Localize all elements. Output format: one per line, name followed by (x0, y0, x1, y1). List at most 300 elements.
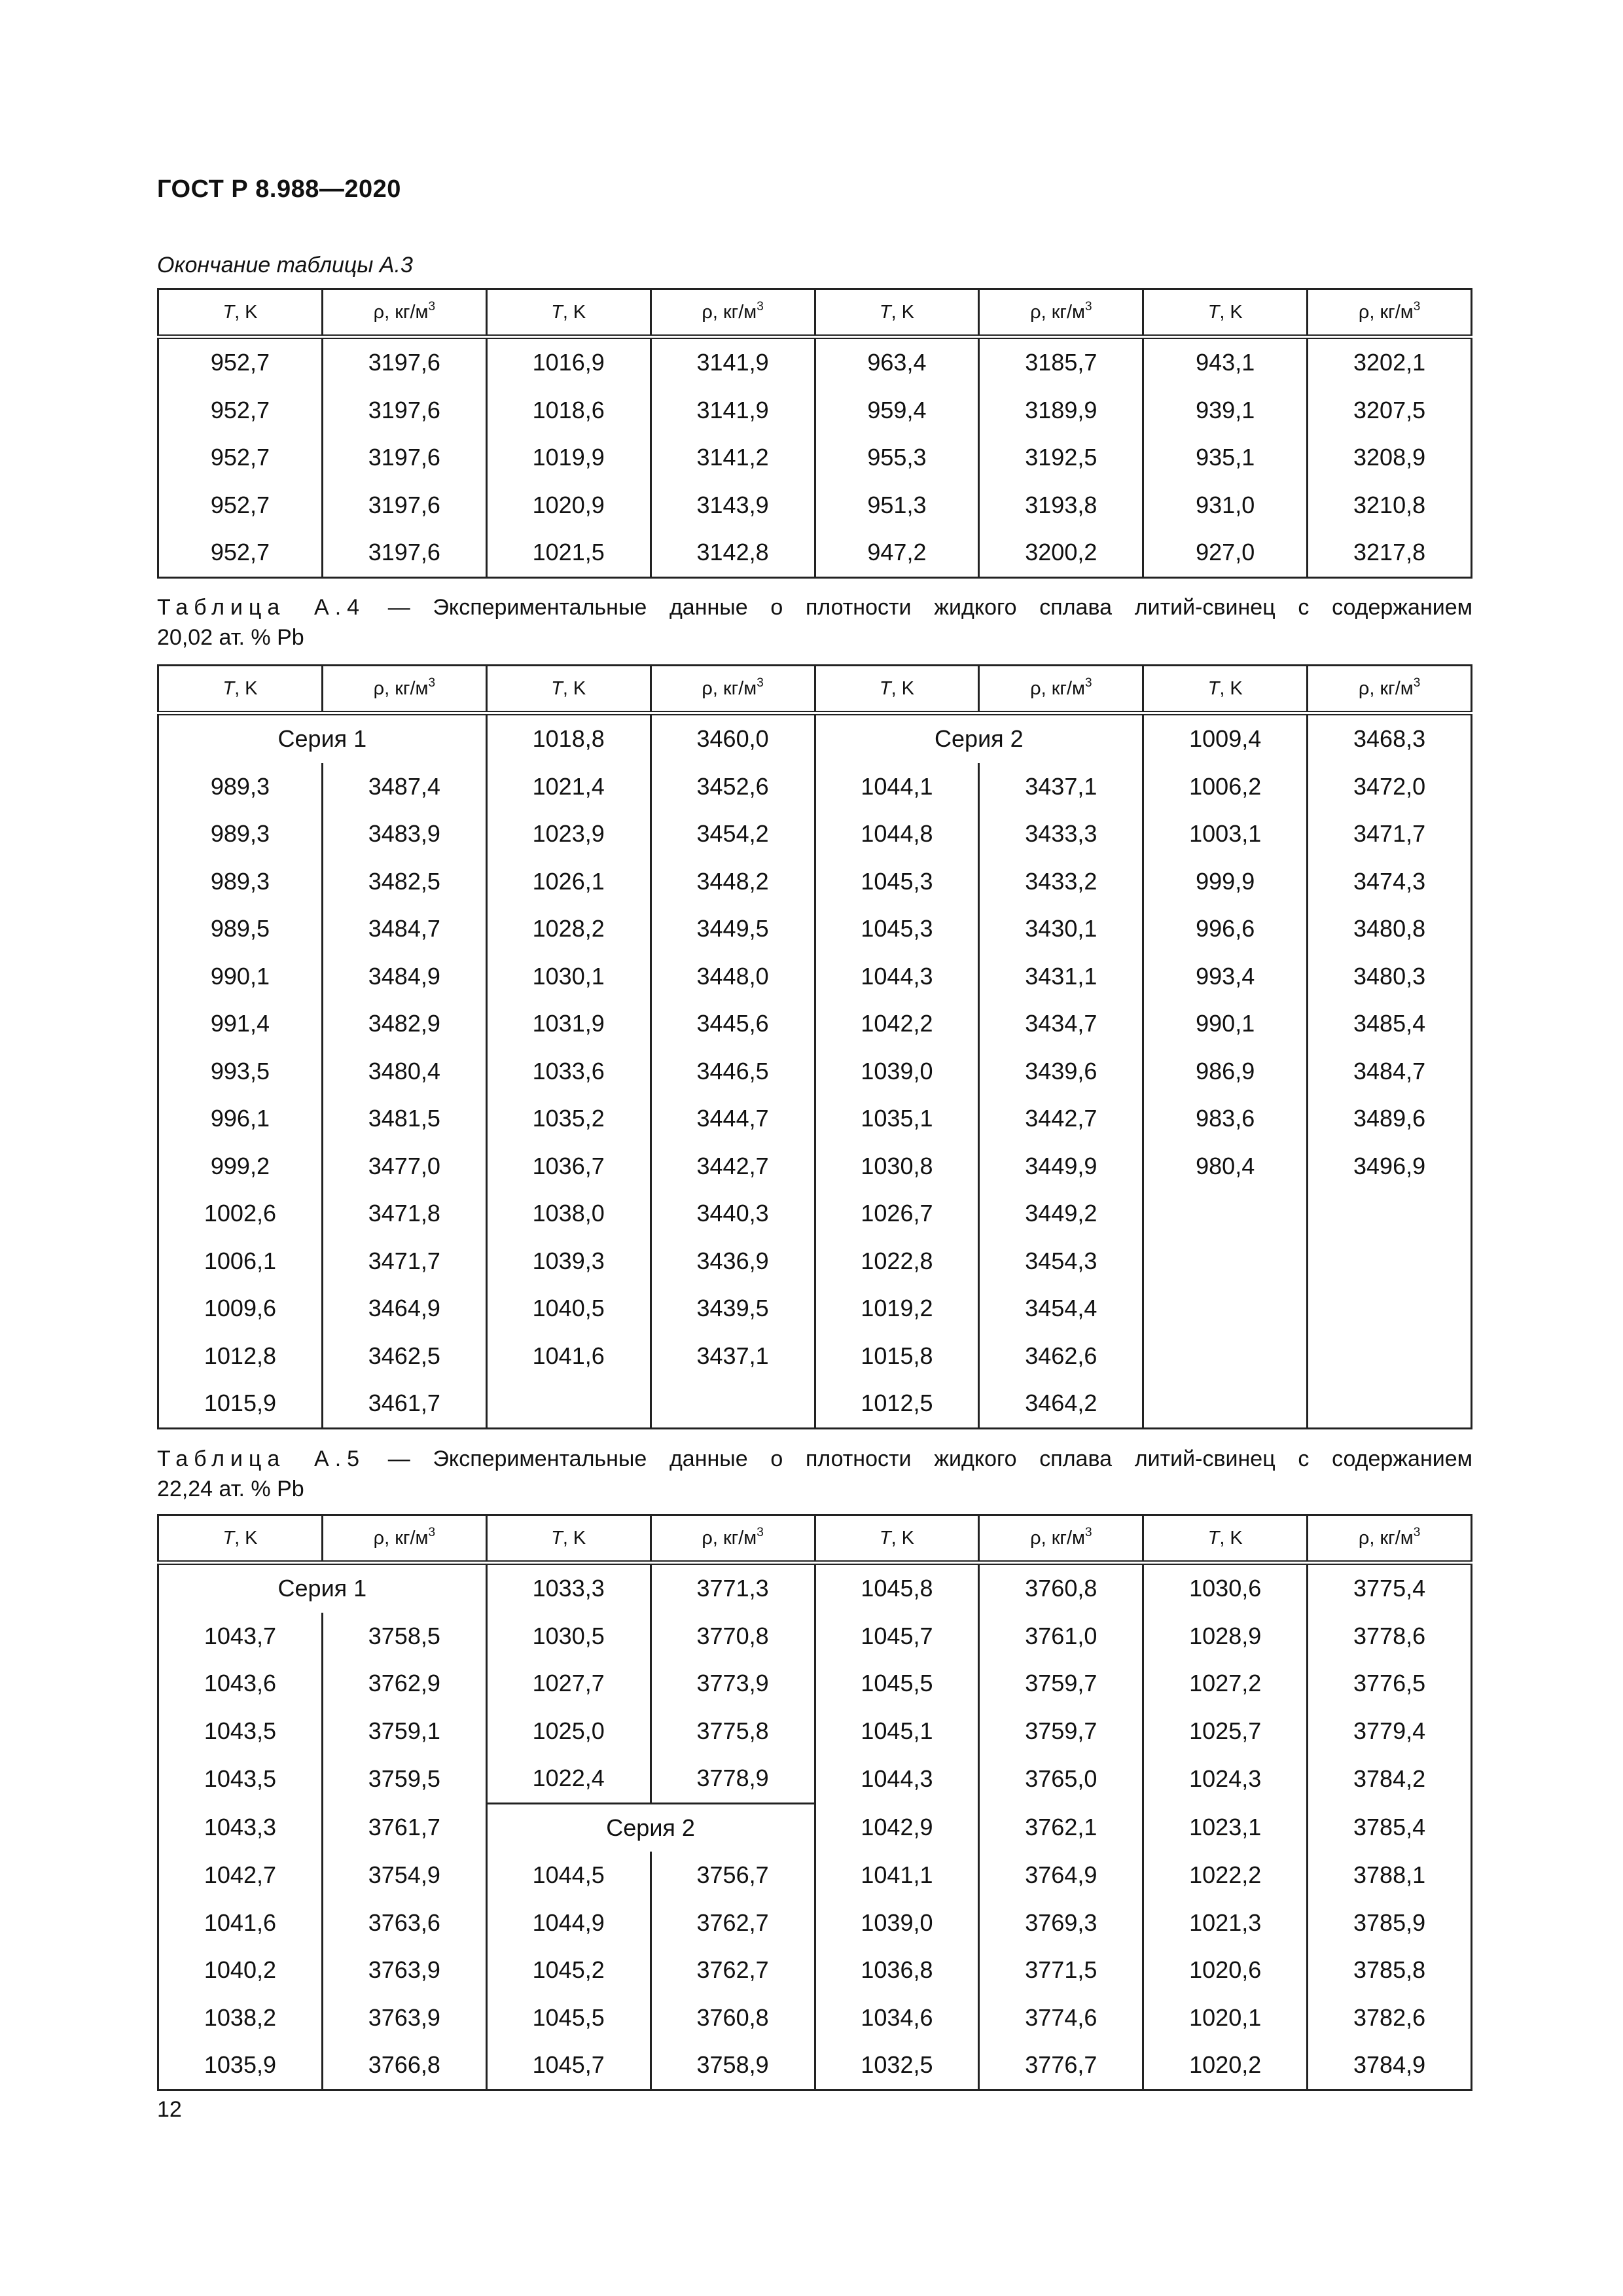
table-cell: 1035,2 (486, 1095, 651, 1143)
table-cell: 1024,3 (1143, 1755, 1308, 1803)
table-cell: 3773,9 (651, 1660, 815, 1708)
table-cell: 989,5 (158, 905, 323, 953)
table-cell: 3472,0 (1308, 763, 1472, 811)
table-cell: 3480,8 (1308, 905, 1472, 953)
table-cell (486, 1380, 651, 1428)
table-cell: 3759,5 (322, 1755, 486, 1803)
table-cell: 3484,7 (1308, 1048, 1472, 1096)
table-cell: 1038,2 (158, 1994, 323, 2042)
table-cell: 1021,5 (486, 529, 651, 577)
table-cell: 955,3 (815, 434, 979, 482)
table-cell: 1006,2 (1143, 763, 1308, 811)
table-cell: 986,9 (1143, 1048, 1308, 1096)
table-row (158, 1238, 1472, 1285)
table-cell: 3762,7 (651, 1899, 815, 1947)
table-cell: 3434,7 (979, 1000, 1143, 1048)
table-cell: 3759,1 (322, 1708, 486, 1755)
table-cell: 3454,2 (651, 810, 815, 858)
table-cell: 3436,9 (651, 1238, 815, 1285)
table-cell: 952,7 (158, 434, 323, 482)
table-cell: 1036,8 (815, 1946, 979, 1994)
table-row (158, 1946, 1472, 1994)
table-cell (1308, 1333, 1472, 1380)
table-cell: 3185,7 (979, 337, 1143, 387)
table-cell (1143, 1285, 1308, 1333)
table-cell: 1034,6 (815, 1994, 979, 2042)
table-cell: 3437,1 (979, 763, 1143, 811)
col-header-temperature: T, K (1143, 289, 1308, 337)
table-row (158, 1708, 1472, 1755)
table-cell: 3202,1 (1308, 337, 1472, 387)
table-cell: 1042,9 (815, 1803, 979, 1852)
table-cell: 3464,9 (322, 1285, 486, 1333)
table-cell: 3771,5 (979, 1946, 1143, 1994)
table-cell: 3761,0 (979, 1613, 1143, 1660)
table-cell: 3779,4 (1308, 1708, 1472, 1755)
table-cell: 1033,3 (486, 1563, 651, 1613)
table-cell: 3766,8 (322, 2041, 486, 2090)
table-cell: 3464,2 (979, 1380, 1143, 1428)
table-cell: 3784,9 (1308, 2041, 1472, 2090)
table-cell: 3775,4 (1308, 1563, 1472, 1613)
series-label: Серия 2 (486, 1803, 815, 1852)
table-cell: 1020,1 (1143, 1994, 1308, 2042)
table-cell: 1044,8 (815, 810, 979, 858)
table-cell: 943,1 (1143, 337, 1308, 387)
table-cell: 3462,5 (322, 1333, 486, 1380)
table-row (158, 763, 1472, 811)
table-row (158, 1190, 1472, 1238)
table-cell: 1045,7 (815, 1613, 979, 1660)
table-cell: 1043,5 (158, 1708, 323, 1755)
table-cell: 3462,6 (979, 1333, 1143, 1380)
table-cell: 3778,6 (1308, 1613, 1472, 1660)
table-cell: 3141,9 (651, 387, 815, 435)
col-header-temperature: T, K (158, 1515, 323, 1563)
table-cell: 3762,1 (979, 1803, 1143, 1852)
table-cell: 3197,6 (322, 482, 486, 529)
table-cell: 3141,9 (651, 337, 815, 387)
col-header-density: ρ, $кг/м^3$ (651, 1515, 815, 1563)
table-cell: 1042,7 (158, 1852, 323, 1899)
table-cell: 3192,5 (979, 434, 1143, 482)
table-cell: 993,5 (158, 1048, 323, 1096)
table-a5-composition: 22,24 ат. % Pb (157, 1477, 304, 1501)
table-cell: 3778,9 (651, 1755, 815, 1803)
table-row (158, 905, 1472, 953)
table-cell: 3448,0 (651, 953, 815, 1001)
table-cell: 1003,1 (1143, 810, 1308, 858)
table-cell: 996,1 (158, 1095, 323, 1143)
table-cell: 3788,1 (1308, 1852, 1472, 1899)
table-cell: 1044,3 (815, 1755, 979, 1803)
table-row (158, 713, 1472, 763)
col-header-density: ρ, $кг/м^3$ (1308, 666, 1472, 713)
table-cell: 3460,0 (651, 713, 815, 763)
table-cell: 3487,4 (322, 763, 486, 811)
table-cell: 1030,1 (486, 953, 651, 1001)
col-header-temperature: T, K (815, 289, 979, 337)
col-header-density: ρ, $кг/м^3$ (322, 1515, 486, 1563)
table-cell: 1035,9 (158, 2041, 323, 2090)
table-cell: 1045,8 (815, 1563, 979, 1613)
table-row (158, 1613, 1472, 1660)
table-cell: 3433,2 (979, 858, 1143, 906)
table-cell: 3758,5 (322, 1613, 486, 1660)
table-cell: 3785,8 (1308, 1946, 1472, 1994)
table-cell: 3197,6 (322, 434, 486, 482)
table-cell: 993,4 (1143, 953, 1308, 1001)
table-cell: 1039,0 (815, 1048, 979, 1096)
table-cell: 3461,7 (322, 1380, 486, 1428)
col-header-density: ρ, $кг/м^3$ (1308, 289, 1472, 337)
table-cell: 3445,6 (651, 1000, 815, 1048)
table-cell: 1042,2 (815, 1000, 979, 1048)
col-header-density: ρ, $кг/м^3$ (322, 666, 486, 713)
table-row (158, 1095, 1472, 1143)
col-header-temperature: T, K (1143, 666, 1308, 713)
table-cell: 1040,2 (158, 1946, 323, 1994)
table-cell: 939,1 (1143, 387, 1308, 435)
table-cell: 3474,3 (1308, 858, 1472, 906)
table-cell: 1030,5 (486, 1613, 651, 1660)
table-cell: 3217,8 (1308, 529, 1472, 577)
table-cell: 3477,0 (322, 1143, 486, 1191)
table-cell: 947,2 (815, 529, 979, 577)
table-cell: 3430,1 (979, 905, 1143, 953)
table-cell: 3442,7 (651, 1143, 815, 1191)
table-row (158, 1563, 1472, 1613)
table-a5-title: — Экспериментальные данные о плотности жидкого сплава литий-свинец с содержанием (387, 1446, 1472, 1471)
table-cell: 1027,7 (486, 1660, 651, 1708)
table-cell: 3480,4 (322, 1048, 486, 1096)
table-cell: 3208,9 (1308, 434, 1472, 482)
table-cell: 989,3 (158, 763, 323, 811)
table-row (158, 1994, 1472, 2042)
table-a5-label: Таблица А.5 (157, 1446, 366, 1471)
table-cell: 1045,7 (486, 2041, 651, 2090)
table-cell: 3770,8 (651, 1613, 815, 1660)
table-cell: 3763,9 (322, 1946, 486, 1994)
table-cell: 3769,3 (979, 1899, 1143, 1947)
table-cell: 963,4 (815, 337, 979, 387)
table-cell: 996,6 (1143, 905, 1308, 953)
table-cell: 3760,8 (979, 1563, 1143, 1613)
table-cell: 1020,6 (1143, 1946, 1308, 1994)
table-cell: 931,0 (1143, 482, 1308, 529)
table-cell: 3471,7 (1308, 810, 1472, 858)
table-cell: 3442,7 (979, 1095, 1143, 1143)
table-cell: 1009,4 (1143, 713, 1308, 763)
table-cell (1308, 1238, 1472, 1285)
table-cell: 990,1 (158, 953, 323, 1001)
col-header-density: ρ, $кг/м^3$ (651, 666, 815, 713)
table-cell: 1006,1 (158, 1238, 323, 1285)
table-cell: 3759,7 (979, 1708, 1143, 1755)
table-cell: 3754,9 (322, 1852, 486, 1899)
table-cell: 1043,6 (158, 1660, 323, 1708)
table-cell: 3141,2 (651, 434, 815, 482)
page-number: 12 (157, 2097, 182, 2122)
table-cell: 3143,9 (651, 482, 815, 529)
table-cell: 1039,0 (815, 1899, 979, 1947)
table-cell: 3764,9 (979, 1852, 1143, 1899)
table-cell: 3482,5 (322, 858, 486, 906)
table-cell: 3446,5 (651, 1048, 815, 1096)
table-cell: 3775,8 (651, 1708, 815, 1755)
table-cell: 999,9 (1143, 858, 1308, 906)
table-row (158, 387, 1472, 435)
table-row (158, 1285, 1472, 1333)
table-cell: 952,7 (158, 529, 323, 577)
table-a5 (157, 1514, 1472, 2091)
table-a4-label: Таблица А.4 (157, 595, 366, 620)
table-cell: 3762,7 (651, 1946, 815, 1994)
table-cell: 3765,0 (979, 1755, 1143, 1803)
table-cell (1143, 1380, 1308, 1428)
table-cell: 3776,5 (1308, 1660, 1472, 1708)
table-cell: 3189,9 (979, 387, 1143, 435)
table-cell: 1012,5 (815, 1380, 979, 1428)
table-cell: 3193,8 (979, 482, 1143, 529)
table-cell: 1040,5 (486, 1285, 651, 1333)
table-cell: 3440,3 (651, 1190, 815, 1238)
table-cell: 3449,2 (979, 1190, 1143, 1238)
table-cell: 927,0 (1143, 529, 1308, 577)
table-cell: 3771,3 (651, 1563, 815, 1613)
table-cell: 3142,8 (651, 529, 815, 577)
table-cell: 3774,6 (979, 1994, 1143, 2042)
table-a4 (157, 664, 1472, 1429)
table-cell: 1026,1 (486, 858, 651, 906)
table-cell: 3482,9 (322, 1000, 486, 1048)
table-cell: 3437,1 (651, 1333, 815, 1380)
table-cell: 1033,6 (486, 1048, 651, 1096)
table-cell: 1026,7 (815, 1190, 979, 1238)
table-cell: 3763,9 (322, 1994, 486, 2042)
table-cell: 1030,6 (1143, 1563, 1308, 1613)
table-cell: 3763,6 (322, 1899, 486, 1947)
table-row (158, 2041, 1472, 2090)
table-cell: 935,1 (1143, 434, 1308, 482)
table-cell: 3760,8 (651, 1994, 815, 2042)
table-cell: 1023,9 (486, 810, 651, 858)
table-row (158, 482, 1472, 529)
table-cell: 1045,3 (815, 858, 979, 906)
table-cell: 3197,6 (322, 529, 486, 577)
table-cell: 980,4 (1143, 1143, 1308, 1191)
table-row (158, 858, 1472, 906)
table-cell: 3761,7 (322, 1803, 486, 1852)
col-header-temperature: T, K (1143, 1515, 1308, 1563)
table-cell: 999,2 (158, 1143, 323, 1191)
col-header-temperature: T, K (158, 666, 323, 713)
table-cell: 1015,9 (158, 1380, 323, 1428)
table-row (158, 810, 1472, 858)
col-header-density: ρ, $кг/м^3$ (979, 289, 1143, 337)
table-row (158, 1899, 1472, 1947)
table-cell (651, 1380, 815, 1428)
table-row (158, 1048, 1472, 1096)
table-row (158, 1660, 1472, 1708)
table-cell: 1039,3 (486, 1238, 651, 1285)
table-cell (1308, 1380, 1472, 1428)
table-cell: 1043,5 (158, 1755, 323, 1803)
table-a3-caption: Окончание таблицы А.3 (157, 253, 413, 278)
table-cell: 952,7 (158, 482, 323, 529)
table-cell: 952,7 (158, 337, 323, 387)
table-row (158, 1000, 1472, 1048)
table-cell: 1025,0 (486, 1708, 651, 1755)
table-cell: 1045,5 (486, 1994, 651, 2042)
col-header-temperature: T, K (815, 1515, 979, 1563)
table-cell: 3431,1 (979, 953, 1143, 1001)
table-cell: 3480,3 (1308, 953, 1472, 1001)
col-header-density: ρ, $кг/м^3$ (322, 289, 486, 337)
table-cell: 3471,7 (322, 1238, 486, 1285)
table-cell: 1038,0 (486, 1190, 651, 1238)
table-cell: 1018,6 (486, 387, 651, 435)
table-cell: 1045,3 (815, 905, 979, 953)
table-cell: 1045,1 (815, 1708, 979, 1755)
table-cell: 1022,2 (1143, 1852, 1308, 1899)
table-cell: 1009,6 (158, 1285, 323, 1333)
table-cell: 1035,1 (815, 1095, 979, 1143)
table-cell: 3496,9 (1308, 1143, 1472, 1191)
table-cell: 1044,9 (486, 1899, 651, 1947)
table-cell: 959,4 (815, 387, 979, 435)
table-row (158, 434, 1472, 482)
table-a4-composition: 20,02 ат. % Pb (157, 625, 304, 650)
table-cell: 1043,3 (158, 1803, 323, 1852)
table-cell: 1012,8 (158, 1333, 323, 1380)
table-cell: 1019,2 (815, 1285, 979, 1333)
table-cell: 1041,6 (486, 1333, 651, 1380)
table-cell: 3448,2 (651, 858, 815, 906)
table-cell: 1018,8 (486, 713, 651, 763)
table-cell: 3197,6 (322, 387, 486, 435)
table-cell: 1015,8 (815, 1333, 979, 1380)
col-header-temperature: T, K (486, 289, 651, 337)
table-cell: 1036,7 (486, 1143, 651, 1191)
table-cell: 3481,5 (322, 1095, 486, 1143)
table-cell: 3782,6 (1308, 1994, 1472, 2042)
table-cell: 1044,1 (815, 763, 979, 811)
series-label: Серия 1 (158, 1563, 487, 1613)
table-cell: 983,6 (1143, 1095, 1308, 1143)
table-cell: 3485,4 (1308, 1000, 1472, 1048)
col-header-temperature: T, K (815, 666, 979, 713)
table-cell: 1021,4 (486, 763, 651, 811)
table-row (158, 529, 1472, 577)
table-row (158, 1755, 1472, 1803)
table-row (158, 1380, 1472, 1428)
table-cell: 3471,8 (322, 1190, 486, 1238)
table-cell (1308, 1285, 1472, 1333)
series-label: Серия 1 (158, 713, 487, 763)
table-cell: 990,1 (1143, 1000, 1308, 1048)
table-a5-caption (157, 1444, 1472, 1504)
table-cell: 3197,6 (322, 337, 486, 387)
table-cell: 1041,6 (158, 1899, 323, 1947)
table-cell: 3489,6 (1308, 1095, 1472, 1143)
table-cell: 3756,7 (651, 1852, 815, 1899)
col-header-temperature: T, K (158, 289, 323, 337)
table-cell: 3454,3 (979, 1238, 1143, 1285)
table-cell: 1028,9 (1143, 1613, 1308, 1660)
table-row (158, 1803, 1472, 1852)
table-cell: 989,3 (158, 858, 323, 906)
table-cell: 3210,8 (1308, 482, 1472, 529)
col-header-temperature: T, K (486, 666, 651, 713)
table-cell: 1020,9 (486, 482, 651, 529)
col-header-density: ρ, $кг/м^3$ (651, 289, 815, 337)
table-cell: 1020,2 (1143, 2041, 1308, 2090)
table-cell: 3454,4 (979, 1285, 1143, 1333)
table-a3 (157, 288, 1472, 579)
table-cell: 1023,1 (1143, 1803, 1308, 1852)
table-a4-title: — Экспериментальные данные о плотности жидкого сплава литий-свинец с содержанием (387, 595, 1472, 620)
table-cell: 3785,9 (1308, 1899, 1472, 1947)
table-cell: 3785,4 (1308, 1803, 1472, 1852)
table-cell: 3784,2 (1308, 1755, 1472, 1803)
table-cell: 1032,5 (815, 2041, 979, 2090)
table-cell: 1022,4 (486, 1755, 651, 1803)
table-cell: 1021,3 (1143, 1899, 1308, 1947)
table-row (158, 1143, 1472, 1191)
table-cell (1143, 1238, 1308, 1285)
col-header-density: ρ, $кг/м^3$ (979, 1515, 1143, 1563)
series-label: Серия 2 (815, 713, 1143, 763)
table-cell: 3444,7 (651, 1095, 815, 1143)
table-row (158, 1852, 1472, 1899)
table-cell: 3200,2 (979, 529, 1143, 577)
col-header-temperature: T, K (486, 1515, 651, 1563)
table-cell: 1025,7 (1143, 1708, 1308, 1755)
table-cell: 991,4 (158, 1000, 323, 1048)
table-cell: 3758,9 (651, 2041, 815, 2090)
table-cell: 1044,3 (815, 953, 979, 1001)
table-cell: 1030,8 (815, 1143, 979, 1191)
table-cell: 3439,6 (979, 1048, 1143, 1096)
table-cell: 3449,9 (979, 1143, 1143, 1191)
table-a4-caption (157, 592, 1472, 653)
table-cell (1143, 1190, 1308, 1238)
table-cell: 1031,9 (486, 1000, 651, 1048)
table-row (158, 1333, 1472, 1380)
table-cell: 1045,2 (486, 1946, 651, 1994)
table-cell (1308, 1190, 1472, 1238)
table-cell: 3759,7 (979, 1660, 1143, 1708)
table-cell: 1019,9 (486, 434, 651, 482)
table-cell: 1027,2 (1143, 1660, 1308, 1708)
table-cell: 951,3 (815, 482, 979, 529)
table-cell: 3762,9 (322, 1660, 486, 1708)
table-cell: 1043,7 (158, 1613, 323, 1660)
table-cell: 1045,5 (815, 1660, 979, 1708)
table-cell (1143, 1333, 1308, 1380)
table-cell: 1044,5 (486, 1852, 651, 1899)
col-header-density: ρ, $кг/м^3$ (979, 666, 1143, 713)
table-cell: 3452,6 (651, 763, 815, 811)
table-cell: 3433,3 (979, 810, 1143, 858)
document-header: ГОСТ Р 8.988—2020 (157, 175, 401, 203)
table-cell: 3449,5 (651, 905, 815, 953)
table-cell: 1022,8 (815, 1238, 979, 1285)
table-cell: 3468,3 (1308, 713, 1472, 763)
table-cell: 3439,5 (651, 1285, 815, 1333)
table-cell: 3776,7 (979, 2041, 1143, 2090)
